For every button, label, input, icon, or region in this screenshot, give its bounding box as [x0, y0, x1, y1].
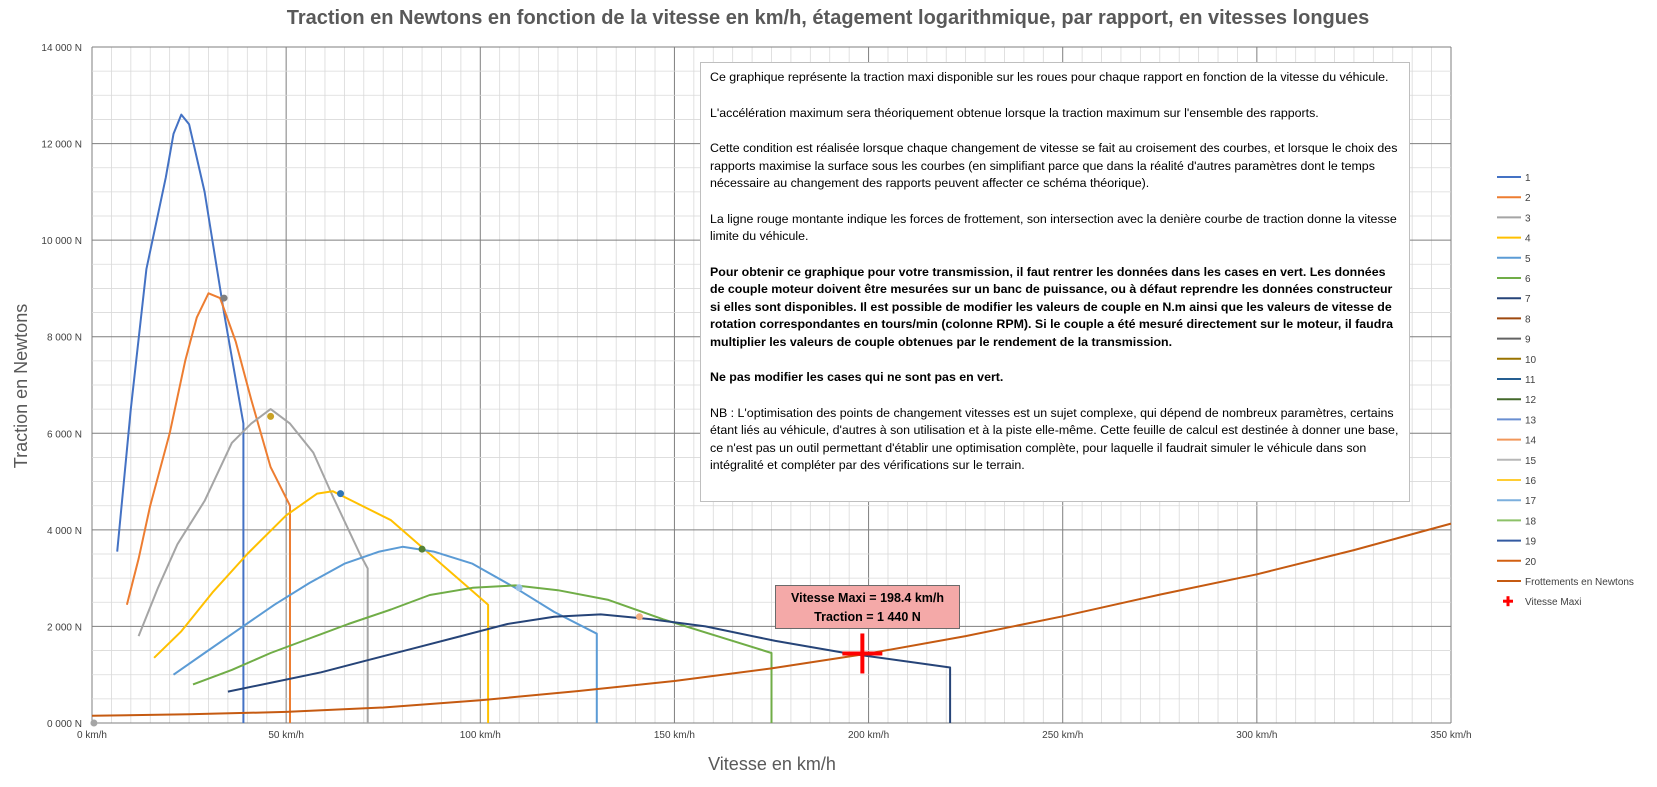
legend-label: 1: [1525, 173, 1531, 184]
series-line-3: [139, 409, 368, 723]
legend-label: 4: [1525, 233, 1531, 245]
x-axis-title: Vitesse en km/h: [708, 754, 836, 774]
y-tick-label: 10 000 N: [41, 236, 82, 248]
series-line-5: [174, 547, 597, 723]
legend-label: 17: [1525, 496, 1537, 508]
shift-point-marker: [636, 613, 643, 620]
x-tick-label: 50 km/h: [268, 730, 304, 741]
x-tick-label: 350 km/h: [1430, 730, 1472, 741]
note-paragraph-4: La ligne rouge montante indique les forces de frottement, son intersection avec la denière courbe de traction donne la vitesse limite du véhicule.: [710, 211, 1397, 243]
legend-label: 5: [1525, 253, 1531, 265]
legend-label: 6: [1525, 274, 1531, 285]
y-tick-label: 12 000 N: [41, 139, 82, 151]
shift-point-marker: [516, 584, 523, 591]
legend-label: 9: [1525, 334, 1531, 346]
shift-point-marker: [267, 413, 274, 420]
x-tick-label: 200 km/h: [848, 730, 890, 741]
legend-label: Frottements en Newtons: [1525, 577, 1634, 588]
legend-label: 15: [1525, 455, 1537, 467]
note-paragraph-3: Cette condition est réalisée lorsque chaque changement de vitesse se fait au croisement des courbes, et lorsque le choix des rapports maximise la surface sous les courbes (en simplifiant parce que dans la réalité d'autres paramètres dont le temps nécessaire au changement des rapports peuvent affecter ce schéma théorique).: [710, 141, 1398, 190]
y-tick-label: 8 000 N: [46, 332, 82, 344]
shift-point-marker: [221, 295, 228, 302]
legend-label: 16: [1525, 476, 1537, 487]
x-tick-label: 0 km/h: [76, 730, 108, 741]
legend-label: 10: [1525, 354, 1537, 366]
shift-point-marker: [337, 490, 344, 497]
vitesse-maxi-callout: [775, 585, 960, 629]
note-paragraph-1: Ce graphique représente la traction maxi disponible sur les roues pour chaque rapport en fonction de la vitesse du véhicule.: [710, 70, 1389, 84]
legend-label: 14: [1525, 435, 1537, 447]
callout-traction-text: Traction = 1 440 N: [814, 610, 921, 624]
legend-label: 8: [1525, 314, 1531, 326]
series-line-6: [193, 585, 772, 723]
legend-label: 11: [1525, 375, 1536, 386]
y-axis-ticks: [41, 43, 82, 730]
shift-point-marker: [90, 720, 97, 727]
legend-label: Vitesse Maxi: [1525, 597, 1582, 609]
vitesse-maxi-marker: [842, 633, 882, 673]
legend-label: 19: [1525, 536, 1537, 548]
x-tick-label: 300 km/h: [1236, 730, 1278, 741]
y-tick-label: 4 000 N: [46, 525, 82, 537]
y-tick-label: 14 000 N: [41, 43, 82, 54]
legend-label: 20: [1525, 556, 1537, 568]
shift-point-marker: [419, 546, 426, 553]
legend-label: 18: [1525, 516, 1537, 528]
note-paragraph-6: Ne pas modifier les cases qui ne sont pas en vert.: [710, 370, 1004, 384]
note-paragraph-7: NB : L'optimisation des points de changement vitesses est un sujet complexe, qui dépend de nombreux paramètres, certains étant liés au véhicule, d'autres à son utilisation et à la piste elle-même. Cette feuille de calcul est destinée à donner une base, ce n'est pas un outil permettant d'établir une optimisation complète, pour laquelle il faudrait simuler le véhicule dans son intégralité et compléter par des vérifications sur le terrain.: [710, 405, 1399, 472]
note-paragraph-5: Pour obtenir ce graphique pour votre transmission, il faut rentrer les données dans les cases en vert. Les données de couple moteur doivent être mesurées sur un banc de puissance, ou à défaut reprendre les données constructeur si elles sont disponibles. Il est possible de modifier les valeurs de couple en N.m ainsi que les valeurs de vitesse de rotation correspondantes en tours/min (colonne RPM). Si le couple a été mesuré directement sur le moteur, il faudra multiplier les valeurs de couple obtenues par le rendement de la transmission.: [710, 264, 1394, 349]
legend-label: 12: [1525, 395, 1537, 407]
chart-title: Traction en Newtons en fonction de la vitesse en km/h, étagement logarithmique, par rapport, en vitesses longues: [286, 7, 1370, 29]
legend-label: 7: [1525, 294, 1531, 306]
legend-label: 2: [1525, 193, 1531, 205]
callout-speed-text: Vitesse Maxi = 198.4 km/h: [791, 591, 944, 605]
y-axis-title: Traction en Newtons: [11, 303, 31, 469]
x-tick-label: 250 km/h: [1042, 730, 1084, 741]
explanation-textbox: [700, 62, 1410, 502]
y-tick-label: 2 000 N: [46, 622, 82, 634]
series-line-4: [154, 491, 488, 723]
legend: [1497, 173, 1634, 608]
x-tick-label: 150 km/h: [653, 730, 695, 741]
y-tick-label: 6 000 N: [46, 429, 82, 441]
legend-label: 3: [1525, 213, 1531, 225]
x-tick-label: 100 km/h: [459, 730, 501, 741]
note-paragraph-2: L'accélération maximum sera théoriquement obtenue lorsque la traction maximum sur l'ensemble des rapports.: [710, 105, 1319, 120]
legend-label: 13: [1525, 415, 1537, 427]
x-axis-ticks: [77, 730, 1472, 741]
y-tick-label: 0 000 N: [46, 719, 82, 730]
